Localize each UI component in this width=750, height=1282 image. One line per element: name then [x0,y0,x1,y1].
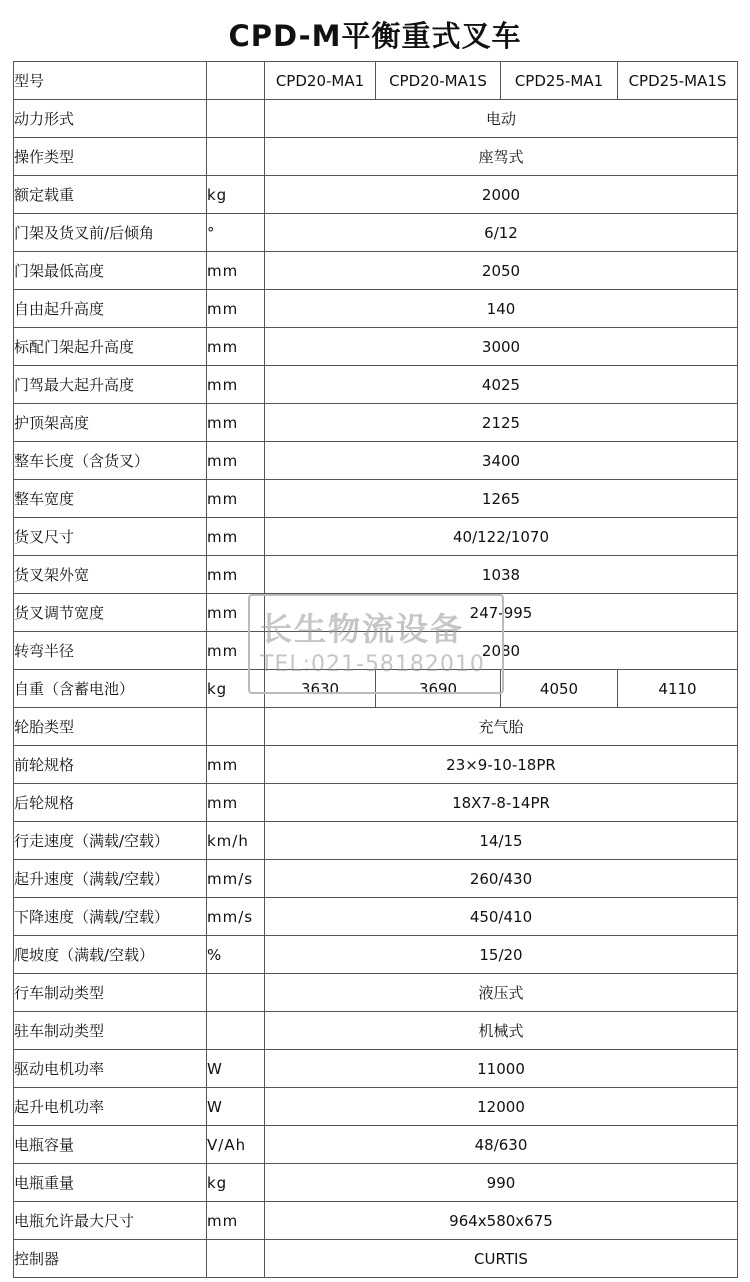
spec-value: 2050 [265,252,738,290]
spec-label: 电瓶重量 [14,1164,207,1202]
spec-label: 驻车制动类型 [14,1012,207,1050]
spec-value: 990 [265,1164,738,1202]
spec-value: 2000 [265,176,738,214]
spec-value: 2125 [265,404,738,442]
spec-unit [207,1012,265,1050]
spec-row [14,632,738,670]
spec-value: 3690 [376,670,501,708]
spec-label: 货叉调节宽度 [14,594,207,632]
spec-label: 操作类型 [14,138,207,176]
spec-label: 货叉架外宽 [14,556,207,594]
spec-value: 964x580x675 [265,1202,738,1240]
spec-value: CURTIS [265,1240,738,1278]
header-row [14,62,738,100]
spec-unit: W [207,1050,265,1088]
spec-row [14,1164,738,1202]
spec-unit: % [207,936,265,974]
spec-unit: kg [207,176,265,214]
spec-unit: mm [207,594,265,632]
spec-row [14,518,738,556]
spec-value: 2080 [265,632,738,670]
spec-label: 动力形式 [14,100,207,138]
spec-label: 前轮规格 [14,746,207,784]
spec-label: 自由起升高度 [14,290,207,328]
spec-label: 下降速度（满载/空载） [14,898,207,936]
model-cell: CPD20-MA1S [376,62,501,100]
spec-row [14,366,738,404]
spec-row [14,936,738,974]
spec-row [14,556,738,594]
spec-value: 12000 [265,1088,738,1126]
spec-row [14,404,738,442]
spec-unit: mm [207,252,265,290]
spec-value: 23×9-10-18PR [265,746,738,784]
header-unit-cell [207,62,265,100]
header-label: 型号 [14,62,207,100]
spec-value: 18X7-8-14PR [265,784,738,822]
spec-table [13,61,738,1278]
spec-value: 4050 [501,670,618,708]
spec-row [14,480,738,518]
spec-label: 起升速度（满载/空载） [14,860,207,898]
spec-value: 6/12 [265,214,738,252]
spec-row [14,708,738,746]
spec-unit: mm [207,518,265,556]
spec-value: 电动 [265,100,738,138]
spec-label: 起升电机功率 [14,1088,207,1126]
spec-unit: mm [207,746,265,784]
spec-row [14,1202,738,1240]
spec-value: 1038 [265,556,738,594]
spec-unit: mm/s [207,860,265,898]
spec-row [14,176,738,214]
spec-label: 整车长度（含货叉） [14,442,207,480]
spec-label: 后轮规格 [14,784,207,822]
spec-row [14,746,738,784]
spec-label: 门架最低高度 [14,252,207,290]
spec-label: 控制器 [14,1240,207,1278]
spec-unit [207,138,265,176]
spec-value: 450/410 [265,898,738,936]
spec-unit [207,1240,265,1278]
spec-value: 1265 [265,480,738,518]
spec-label: 整车宽度 [14,480,207,518]
spec-value: 3000 [265,328,738,366]
model-cell: CPD25-MA1S [618,62,738,100]
spec-unit: mm [207,556,265,594]
model-cell: CPD25-MA1 [501,62,618,100]
spec-value: 14/15 [265,822,738,860]
spec-value: 机械式 [265,1012,738,1050]
spec-row [14,1088,738,1126]
spec-unit: km/h [207,822,265,860]
spec-row [14,290,738,328]
spec-value: 247-995 [265,594,738,632]
spec-value: 3400 [265,442,738,480]
spec-unit: V/Ah [207,1126,265,1164]
watermark-phone: TEL:021-58182010 [260,652,485,677]
spec-unit [207,708,265,746]
spec-unit: mm [207,366,265,404]
spec-unit: mm [207,404,265,442]
spec-label: 自重（含蓄电池） [14,670,207,708]
spec-label: 电瓶容量 [14,1126,207,1164]
spec-value: 充气胎 [265,708,738,746]
page-title: CPD-M平衡重式叉车 [228,19,522,53]
spec-value: 4025 [265,366,738,404]
spec-unit [207,100,265,138]
spec-label: 转弯半径 [14,632,207,670]
spec-row [14,138,738,176]
spec-unit: mm [207,1202,265,1240]
spec-row [14,252,738,290]
spec-value: 140 [265,290,738,328]
spec-row [14,974,738,1012]
spec-unit: mm [207,480,265,518]
spec-value: 15/20 [265,936,738,974]
spec-unit: mm [207,632,265,670]
spec-row [14,1240,738,1278]
spec-row [14,822,738,860]
spec-row [14,594,738,632]
spec-unit: mm [207,784,265,822]
spec-label: 电瓶允许最大尺寸 [14,1202,207,1240]
spec-unit: W [207,1088,265,1126]
spec-unit: kg [207,1164,265,1202]
spec-label: 护顶架高度 [14,404,207,442]
spec-label: 额定载重 [14,176,207,214]
spec-row [14,442,738,480]
spec-row [14,670,738,708]
spec-value: 4110 [618,670,738,708]
spec-label: 门驾最大起升高度 [14,366,207,404]
spec-unit: mm [207,290,265,328]
spec-row [14,1012,738,1050]
spec-label: 驱动电机功率 [14,1050,207,1088]
spec-row [14,860,738,898]
spec-label: 标配门架起升高度 [14,328,207,366]
spec-row [14,898,738,936]
spec-label: 爬坡度（满载/空载） [14,936,207,974]
spec-unit: mm [207,442,265,480]
spec-unit: mm/s [207,898,265,936]
spec-unit [207,974,265,1012]
spec-unit: kg [207,670,265,708]
spec-label: 行走速度（满载/空载） [14,822,207,860]
spec-row [14,214,738,252]
spec-value: 3630 [265,670,376,708]
spec-row [14,784,738,822]
spec-unit: mm [207,328,265,366]
spec-value: 液压式 [265,974,738,1012]
spec-value: 11000 [265,1050,738,1088]
spec-row [14,1126,738,1164]
watermark-company: 长生物流设备 [260,610,465,648]
spec-value: 40/122/1070 [265,518,738,556]
spec-label: 轮胎类型 [14,708,207,746]
spec-label: 门架及货叉前/后倾角 [14,214,207,252]
model-cell: CPD20-MA1 [265,62,376,100]
spec-row [14,1050,738,1088]
spec-row [14,100,738,138]
spec-unit: ° [207,214,265,252]
spec-table-body [14,62,738,1278]
spec-value: 260/430 [265,860,738,898]
spec-label: 行车制动类型 [14,974,207,1012]
spec-row [14,328,738,366]
spec-value: 座驾式 [265,138,738,176]
spec-label: 货叉尺寸 [14,518,207,556]
spec-value: 48/630 [265,1126,738,1164]
